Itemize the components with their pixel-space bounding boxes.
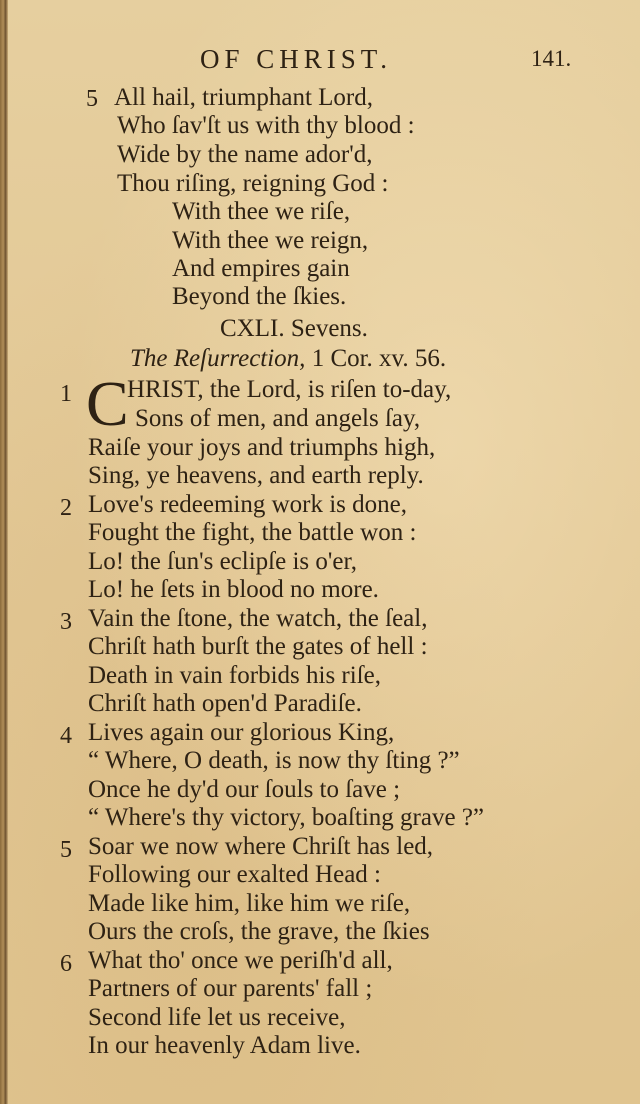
verse-line: HRIST, the Lord, is riſen to-day,: [127, 376, 452, 403]
verse-line: Vain the ſtone, the watch, the ſeal,: [88, 605, 428, 632]
verse-line: Beyond the ſkies.: [172, 283, 347, 310]
verse-line: Fought the fight, the battle won :: [88, 519, 417, 546]
verse-line: “ Where, O death, is now thy ſting ?”: [88, 747, 460, 774]
scripture-reference: 1 Cor. xv. 56.: [305, 345, 447, 372]
verse-line: Following our exalted Head :: [88, 861, 381, 888]
verse-line: Ours the croſs, the grave, the ſkies: [88, 918, 430, 945]
hymn-subtitle: [130, 345, 446, 373]
verse-line: And empires gain: [172, 255, 350, 282]
verse-line: Second life let us receive,: [88, 1004, 346, 1031]
verse-line: Wide by the name ador'd,: [117, 141, 373, 168]
stanza-number: 3: [60, 609, 72, 635]
verse-line: With thee we reign,: [172, 227, 369, 254]
verse-line: Death in vain forbids his riſe,: [88, 662, 381, 689]
verse-line: Soar we now where Chriſt has led,: [88, 833, 434, 860]
verse-line: Partners of our parents' fall ;: [88, 975, 373, 1002]
verse-line: Made like him, like him we riſe,: [88, 890, 411, 917]
verse-line: Sons of men, and angels ſay,: [135, 405, 421, 432]
stanza-number: 2: [60, 495, 72, 521]
verse-line: “ Where's thy victory, boaſting grave ?”: [88, 804, 485, 831]
stanza-number: 5: [60, 837, 72, 863]
drop-cap: C: [86, 368, 129, 439]
verse-line: Sing, ye heavens, and earth reply.: [88, 462, 424, 489]
page-gutter: [0, 0, 8, 1104]
verse-line: Raiſe your joys and triumphs high,: [88, 434, 436, 461]
running-head: OF CHRIST.: [200, 44, 393, 74]
verse-line: Chriſt hath burſt the gates of hell :: [88, 633, 428, 660]
verse-line: Who ſav'ſt us with thy blood :: [117, 112, 415, 139]
verse-line: Lo! the ſun's eclipſe is o'er,: [88, 548, 358, 575]
hymn-subject: The Reſurrection,: [130, 345, 306, 372]
verse-line: Lo! he ſets in blood no more.: [88, 576, 379, 603]
verse-line: Thou riſing, reigning God :: [117, 170, 389, 197]
verse-line: With thee we riſe,: [172, 198, 351, 225]
stanza-number: 6: [60, 951, 72, 977]
verse-line: All hail, triumphant Lord,: [114, 84, 373, 111]
verse-line: What tho' once we periſh'd all,: [88, 947, 393, 974]
verse-line: Lives again our glorious King,: [88, 719, 395, 746]
hymn-title: CXLI. Sevens.: [220, 315, 368, 342]
verse-line: Once he dy'd our ſouls to ſave ;: [88, 776, 401, 803]
page-number: 141.: [531, 46, 572, 71]
stanza-number: 5: [86, 86, 98, 112]
verse-line: Chriſt hath open'd Paradiſe.: [88, 690, 362, 717]
stanza-number: 1: [60, 381, 72, 407]
verse-line: In our heavenly Adam live.: [88, 1032, 361, 1059]
verse-line: Love's redeeming work is done,: [88, 491, 408, 518]
stanza-number: 4: [60, 723, 72, 749]
